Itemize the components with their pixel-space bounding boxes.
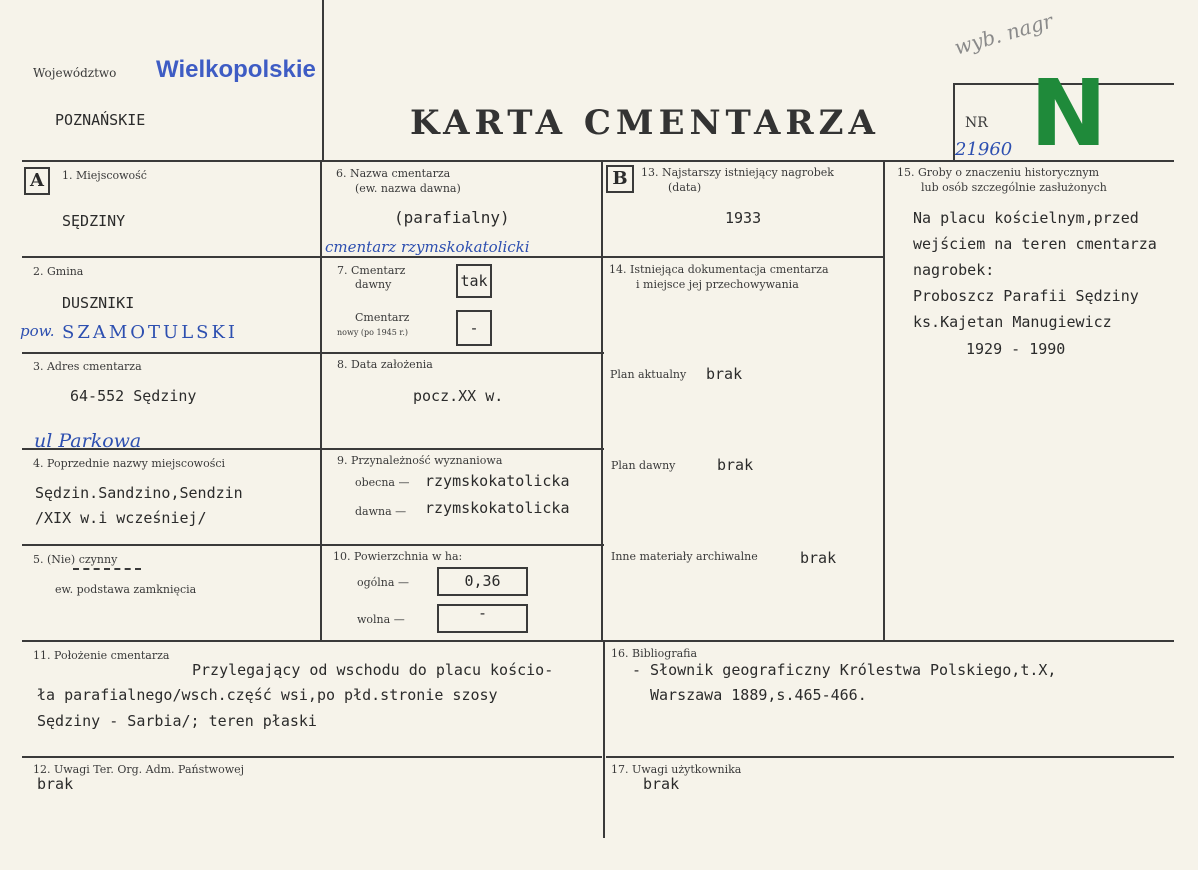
field-13-label: 13. Najstarszy istniejący nagrobek [641,166,834,179]
divider [22,352,604,354]
field-12-label: 12. Uwagi Ter. Org. Adm. Państwowej [33,763,245,776]
inne-materialy-label: Inne materiały archiwalne [611,550,758,563]
field-7-label: 7. Cmentarz [337,264,406,277]
graves-line: ks.Kajetan Manugiewicz [913,313,1112,331]
field-5-strike [73,568,141,570]
field-5-sub-label: ew. podstawa zamknięcia [55,583,197,596]
field-16-line-1: - Słownik geograficzny Królestwa Polskiego,t.X, [632,661,1057,679]
divider [22,756,602,758]
field-14-sublabel: i miejsce jej przechowywania [636,278,799,291]
wojewodztwo-stamp: Wielkopolskie [156,56,316,83]
field-6-handwritten: cmentarz rzymskokatolicki [325,238,530,256]
plan-dawny-label: Plan dawny [611,459,676,472]
field-9-dawna-label: dawna — [355,505,407,518]
field-7b-label: Cmentarz [355,311,410,324]
divider [22,160,1174,162]
plan-aktualny-label: Plan aktualny [610,368,687,381]
wojewodztwo-label: Województwo [33,66,117,80]
field-4-line-2: /XIX w.i wcześniej/ [35,509,207,527]
field-7b-checkbox: - [456,310,492,346]
field-11-line-1: Przylegający od wschodu do placu kościo- [192,661,554,679]
field-16-label: 16. Bibliografia [611,647,698,660]
field-8-value: pocz.XX w. [413,387,504,405]
field-6-label: 6. Nazwa cmentarza [336,167,451,180]
divider [22,256,604,258]
graves-line: wejściem na teren cmentarza [913,235,1157,253]
field-7b-sublabel: nowy (po 1945 r.) [337,328,408,337]
plan-aktualny-value: brak [706,365,743,383]
field-3-label: 3. Adres cmentarza [33,360,142,373]
divider [322,0,324,162]
field-2-pow-label: pow. [20,322,55,340]
section-a-box: A [24,167,50,195]
field-3-handwritten: ul Parkowa [34,430,142,452]
field-10-ogolna-value: 0,36 [437,567,528,596]
field-10-wolna-value: - [437,604,528,633]
field-11-line-3: Sędziny - Sarbia/; teren płaski [37,712,317,730]
field-14-label: 14. Istniejąca dokumentacja cmentarza [609,263,829,276]
top-pencil-note: wyb. nagr [951,8,1056,60]
inne-materialy-value: brak [800,549,837,567]
field-10-label: 10. Powierzchnia w ha: [333,550,463,563]
field-2-pow-value: SZAMOTULSKI [62,322,239,343]
field-5-label: 5. (Nie) czynny [33,553,118,566]
field-4-label: 4. Poprzednie nazwy miejscowości [33,457,226,470]
field-7-checkbox: tak [456,264,492,298]
field-2-value: DUSZNIKI [62,294,135,312]
divider [601,162,603,640]
field-7-sublabel: dawny [355,278,392,291]
field-13-value: 1933 [725,209,762,227]
graves-line: Na placu kościelnym,przed [913,209,1139,227]
field-9-obecna-value: rzymskokatolicka [425,472,570,490]
field-11-label: 11. Położenie cmentarza [33,649,170,662]
divider [22,640,1174,642]
nr-label: NR [965,115,988,131]
field-6-sublabel: (ew. nazwa dawna) [355,182,461,195]
divider [22,544,604,546]
graves-line: 1929 - 1990 [966,340,1066,358]
wojewodztwo-value: POZNAŃSKIE [55,111,146,129]
plan-dawny-value: brak [717,456,754,474]
divider [606,756,1174,758]
divider [603,642,605,838]
section-b-box: B [606,165,634,193]
field-9-obecna-label: obecna — [355,476,410,489]
graves-line: Proboszcz Parafii Sędziny [913,287,1139,305]
field-11-line-2: ła parafialnego/wsch.część wsi,po płd.stronie szosy [37,686,498,704]
field-6-value: (parafialny) [394,208,510,227]
field-1-value: SĘDZINY [62,212,126,230]
field-1-label: 1. Miejscowość [62,169,147,182]
field-8-label: 8. Data założenia [337,358,433,371]
field-3-value: 64-552 Sędziny [70,387,197,405]
field-17-value: brak [643,775,680,793]
field-17-label: 17. Uwagi użytkownika [611,763,742,776]
field-10-wolna-label: wolna — [357,613,405,626]
field-12-value: brak [37,775,74,793]
field-15-sublabel: lub osób szczególnie zasłużonych [921,181,1107,194]
field-10-ogolna-label: ogólna — [357,576,409,589]
field-9-dawna-value: rzymskokatolicka [425,499,570,517]
nr-value: 21960 [955,139,1013,160]
field-15-label: 15. Groby o znaczeniu historycznym [897,166,1100,179]
divider [604,256,885,258]
field-16-line-2: Warszawa 1889,s.465-466. [650,686,867,704]
field-9-label: 9. Przynależność wyznaniowa [337,454,503,467]
field-4-line-1: Sędzin.Sandzino,Sendzin [35,484,243,502]
nr-marker-letter: N [1030,60,1107,167]
card-title: KARTA CMENTARZA [410,103,880,143]
field-13-sublabel: (data) [668,181,702,194]
field-2-label: 2. Gmina [33,265,84,278]
divider [883,162,885,640]
divider [320,162,322,640]
graves-line: nagrobek: [913,261,995,279]
